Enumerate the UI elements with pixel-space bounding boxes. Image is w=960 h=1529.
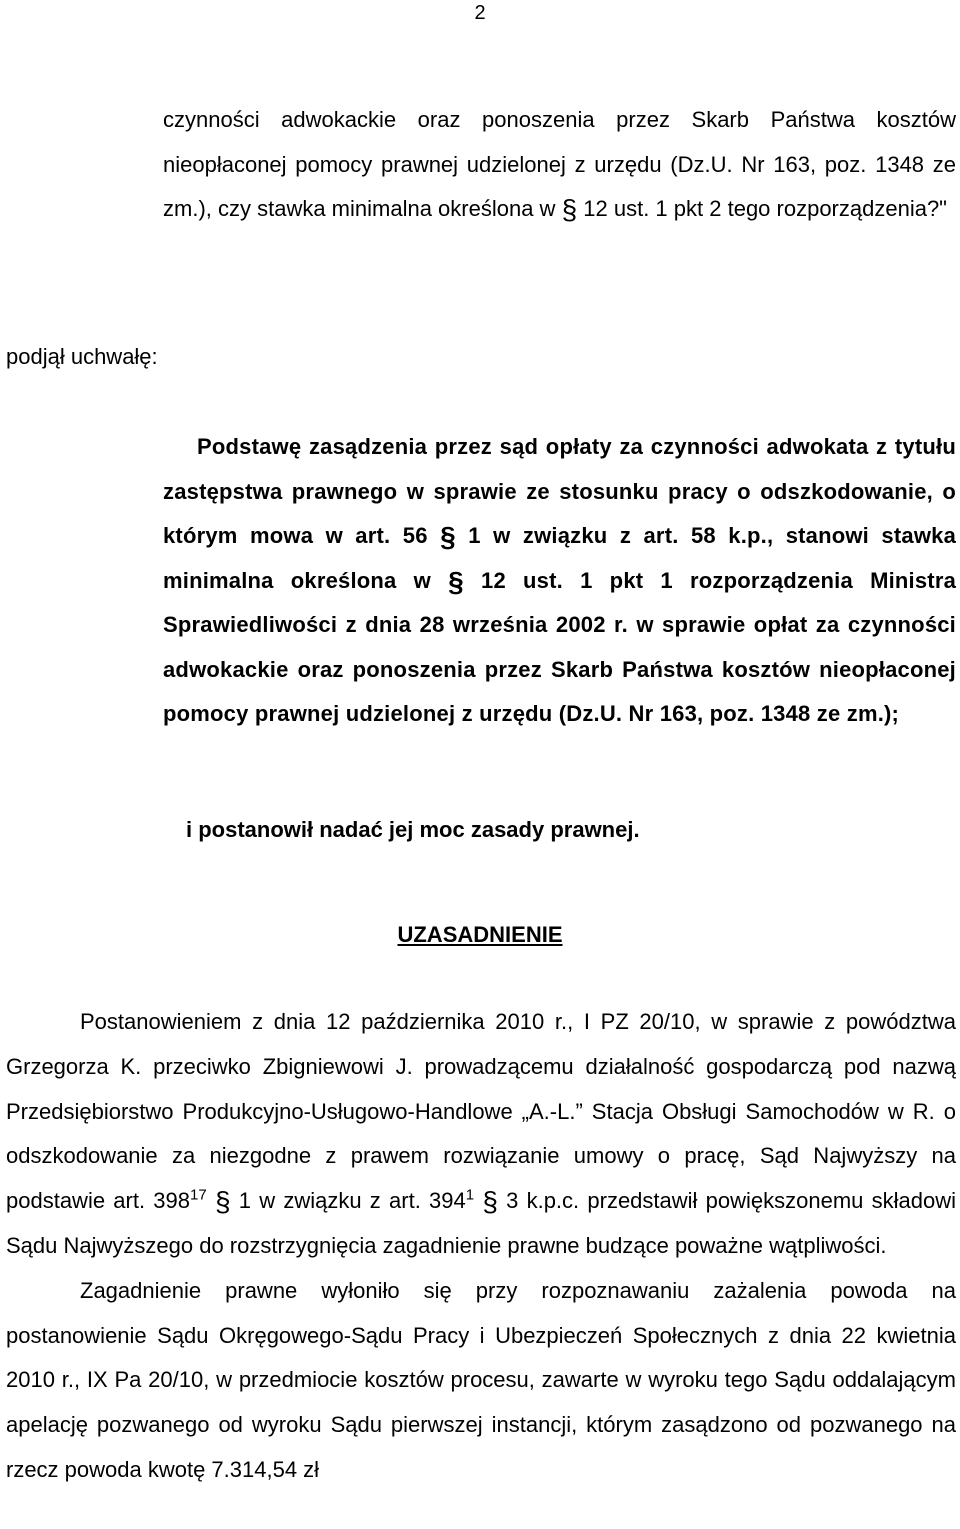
paragraph-text: 3 k.p.c. przedstawił powiększonemu składowi Sądu Najwyższego do rozstrzygnięcia zagadnienie prawne budzące poważne wątpliwości.: [6, 1188, 956, 1258]
section-sign: §: [214, 1186, 231, 1218]
superscript: 17: [190, 1186, 207, 1204]
justification-paragraph-1: [6, 1000, 956, 1269]
paragraph-text: Postanowieniem z dnia 12 października 2010 r., I PZ 20/10, w sprawie z powództwa Grzegorza K. przeciwko Zbigniewowi J. prowadzącemu działalność gospodarczą pod nazwą Przedsiębiorstwo Produkcyjno-Usługowo-Handlowe „A.-L.” Stacja Obsługi Samochodów w R. o odszkodowanie za niezgodne z prawem rozwiązanie umowy o pracę, Sąd Najwyższy na podstawie art. 398: [6, 1009, 956, 1214]
section-sign: §: [561, 194, 578, 225]
decision-statement: i postanowił nadać jej moc zasady prawnej.: [186, 817, 640, 842]
page-number: 2: [474, 2, 486, 24]
resolution-text: [163, 425, 956, 737]
paragraph-text: 1 w związku z art. 394: [238, 1188, 466, 1214]
superscript: 1: [465, 1186, 475, 1204]
section-sign: §: [482, 1186, 498, 1218]
justification-body: [6, 1000, 956, 1493]
quote-text: czynności adwokackie oraz ponoszenia przez Skarb Państwa kosztów nieopłaconej pomocy prawnej udzielonej z urzędu (Dz.U. Nr 163, poz. 1348 ze zm.), czy stawka minimalna określona w: [163, 107, 956, 221]
section-heading: UZASADNIENIE: [397, 922, 563, 947]
section-sign: §: [440, 521, 456, 552]
resolution-part-1: Podstawę zasądzenia przez sąd opłaty za czynności adwokata z tytułu zastępstwa prawnego w sprawie ze stosunku pracy o odszkodowanie, o którym mowa w art. 56: [163, 434, 956, 548]
resolution-intro: podjął uchwałę:: [6, 344, 158, 369]
quote-text-end: 12 ust. 1 pkt 2 tego rozporządzenia?": [583, 196, 947, 221]
resolution-part-2: 1 w związku z art. 58 k.p., stanowi stawka minimalna określona w: [163, 523, 957, 593]
section-sign: §: [448, 565, 464, 597]
resolution-part-3: 12 ust. 1 pkt 1 rozporządzenia Ministra Sprawiedliwości z dnia 28 września 2002 r. w sprawie opłat za czynności adwokackie oraz ponoszenia przez Skarb Państwa kosztów nieopłaconej pomocy prawnej udzielonej z urzędu (Dz.U. Nr 163, poz. 1348 ze zm.);: [163, 567, 957, 726]
justification-paragraph-2: Zagadnienie prawne wyłoniło się przy rozpoznawaniu zażalenia powoda na postanowienie Sądu Okręgowego-Sądu Pracy i Ubezpieczeń Społecznych z dnia 22 kwietnia 2010 r., IX Pa 20/10, w przedmiocie kosztów procesu, zawarte w wyroku tego Sądu oddalającym apelację pozwanego od wyroku Sądu pierwszej instancji, którym zasądzono od pozwanego na rzecz powoda kwotę 7.314,54 zł: [6, 1277, 956, 1482]
quoted-question-ending: [163, 98, 956, 232]
